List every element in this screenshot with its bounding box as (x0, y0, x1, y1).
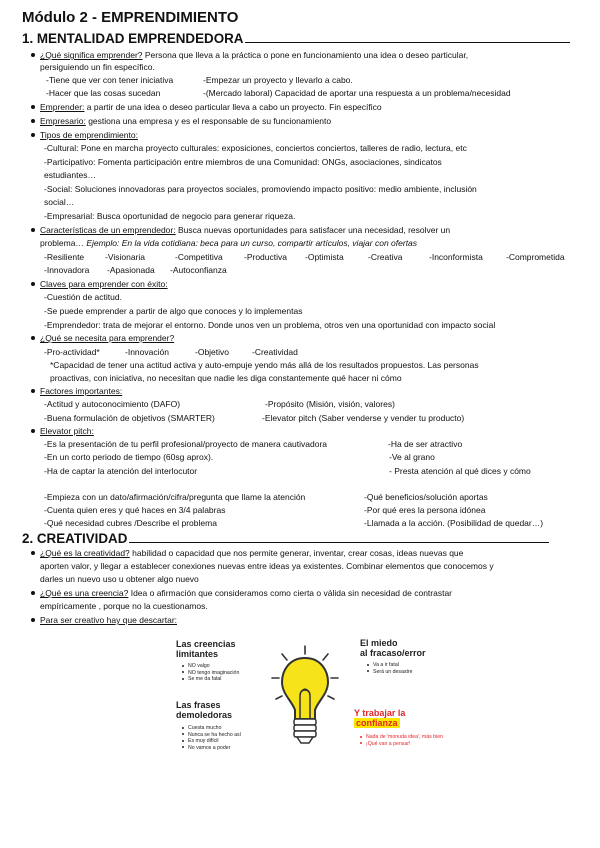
text-line: proactivas, con iniciativa, no necesitan que nadie les diga constantemente qué hacer ni cómo (50, 373, 402, 383)
item: -Creatividad (252, 347, 298, 357)
text-line: -Emprendedor: trata de mejorar el entorno. Donde unos ven un problema, otros ven una oportunidad con impacto social (44, 320, 496, 330)
text-line: -Cuenta quien eres y qué haces en 3/4 palabras (44, 505, 226, 515)
trait: -Productiva (244, 252, 287, 262)
lightbulb-icon (270, 644, 340, 758)
text-line: aporten valor, y llegar a establecer conexiones nuevas entre ideas ya existentes. Combinar elementos que conocemos y (40, 561, 494, 571)
text-line: persiguiendo un fin específico. (40, 62, 155, 72)
trait: -Comprometida (506, 252, 565, 262)
confianza-list: Nada de 'monuda idea', más bien ¡Qué van a pensar! (360, 734, 443, 747)
confianza-title: Y trabajar la confianza (354, 708, 406, 728)
text-line: -(Mercado laboral) Capacidad de aportar una respuesta a un problema/necesidad (203, 88, 511, 98)
text-line: - Presta atención al qué dices y cómo (389, 466, 531, 476)
text-line: -Qué beneficios/solución aportas (364, 492, 488, 502)
text-line: -Propósito (Misión, visión, valores) (265, 399, 395, 409)
text-line: -Ha de captar la atención del interlocutor (44, 466, 198, 476)
text-line: estudiantes… (44, 170, 96, 180)
text-line: -Tiene que ver con tener iniciativa (46, 75, 174, 85)
trait: -Optimista (305, 252, 344, 262)
bullet-tipos: Tipos de emprendimiento: (31, 130, 138, 141)
miedo-list: Va a ir fatal Será un desastre (367, 662, 413, 675)
page-title: Módulo 2 - EMPRENDIMIENTO (22, 9, 239, 26)
text-line: *Capacidad de tener una actitud activa y auto-empuje yendo más allá de los resultados propuestos. Las personas (50, 360, 479, 370)
text-line: -Empieza con un dato/afirmación/cifra/pregunta que llame la atención (44, 492, 306, 502)
miedo-title: El miedo al fracaso/error (360, 638, 426, 658)
text-line: darles un nuevo uso u obtener algo nuevo (40, 574, 199, 584)
text-line: problema… Ejemplo: En la vida cotidiana: beca para un curso, compartir artículos, viajar con ofertas (40, 238, 418, 248)
bullet-que-es-creencia: ¿Qué es una creencia? Idea o afirmación que consideramos como cierta o válida sin necesidad de contrastar (31, 588, 452, 599)
text-line: -Hacer que las cosas sucedan (46, 88, 161, 98)
text-line: social… (44, 197, 75, 207)
text-line: -Participativo: Fomenta participación entre miembros de una Comunidad: ONGs, asociaciones, sindicatos (44, 157, 442, 167)
text-line: -Empezar un proyecto y llevarlo a cabo. (203, 75, 353, 85)
text-line: -En un corto periodo de tiempo (60sg aprox). (44, 452, 214, 462)
bullet-factores: Factores importantes: (31, 386, 122, 397)
frases-list: Cuesta mucho Nunca se ha hecho así Es muy difícil No vamos a poder (182, 725, 241, 751)
text-line: -Llamada a la acción. (Posibilidad de quedar…) (364, 518, 544, 528)
text-line: -Es la presentación de tu perfil profesional/proyecto de manera cautivadora (44, 439, 328, 449)
creencias-title: Las creencias limitantes (176, 639, 236, 659)
text-line: -Cuestión de actitud. (44, 292, 122, 302)
section-1-heading: 1. MENTALIDAD EMPRENDEDORA (22, 31, 570, 46)
trait: -Inconformista (429, 252, 483, 262)
trait: -Creativa (368, 252, 403, 262)
text-line: -Social: Soluciones innovadoras para proyectos sociales, promoviendo impacto positivo: medio ambiente, inclusión (44, 184, 477, 194)
bullet-elevator-pitch: Elevator pitch: (31, 426, 94, 437)
creativity-infographic (170, 630, 460, 770)
bullet-caracteristicas: Características de un emprendedor: Busca nuevas oportunidades para satisfacer una necesidad, resolver un (31, 225, 450, 236)
text-line: -Buena formulación de objetivos (SMARTER) (44, 413, 215, 423)
text-line: -Se puede emprender a partir de algo que conoces y lo implementas (44, 306, 303, 316)
text-line: -Qué necesidad cubres /Describe el problema (44, 518, 217, 528)
text-line: -Ha de ser atractivo (388, 439, 463, 449)
bullet-claves: Claves para emprender con éxito: (31, 279, 168, 290)
text-line: -Empresarial: Busca oportunidad de negocio para generar riqueza. (44, 211, 296, 221)
trait: -Autoconfianza (170, 265, 227, 275)
item: -Pro-actividad* (44, 347, 100, 357)
section-2-heading: 2. CREATIVIDAD (22, 531, 549, 546)
trait: -Resiliente (44, 252, 85, 262)
item: -Innovación (125, 347, 169, 357)
bullet-emprender: Emprender: a partir de una idea o deseo particular lleva a cabo un proyecto. Fin específico (31, 102, 382, 113)
creencias-list: NO valgo NO tengo imaginación Se me da fatal (182, 663, 239, 683)
text-line: -Actitud y autoconocimiento (DAFO) (44, 399, 181, 409)
trait: -Visionaria (105, 252, 146, 262)
bullet-que-es-creatividad: ¿Qué es la creatividad? habilidad o capacidad que nos permite generar, inventar, crear cosas, ideas nuevas que (31, 548, 463, 559)
item: -Objetivo (195, 347, 230, 357)
bullet-descartar: Para ser creativo hay que descartar: (31, 615, 177, 626)
text-line: -Por qué eres la persona idónea (364, 505, 486, 515)
text-line: -Elevator pitch (Saber venderse y vender tu producto) (262, 413, 465, 423)
bullet-que-se-necesita: ¿Qué se necesita para emprender? (31, 333, 174, 344)
trait: -Apasionada (107, 265, 155, 275)
trait: -Competitiva (175, 252, 223, 262)
frases-title: Las frases demoledoras (176, 700, 233, 720)
text-line: -Ve al grano (389, 452, 435, 462)
trait: -Innovadora (44, 265, 90, 275)
text-line: empíricamente , porque no la cuestionamos. (40, 601, 208, 611)
bullet-empresario: Empresario: gestiona una empresa y es el responsable de su funcionamiento (31, 116, 331, 127)
bullet-que-significa-emprender: ¿Qué significa emprender? Persona que lleva a la práctica o pone en funcionamiento una idea o deseo particular, (31, 50, 468, 61)
text-line: -Cultural: Pone en marcha proyecto culturales: exposiciones, conciertos conciertos, talleres de radio, lectura, etc (44, 143, 467, 153)
